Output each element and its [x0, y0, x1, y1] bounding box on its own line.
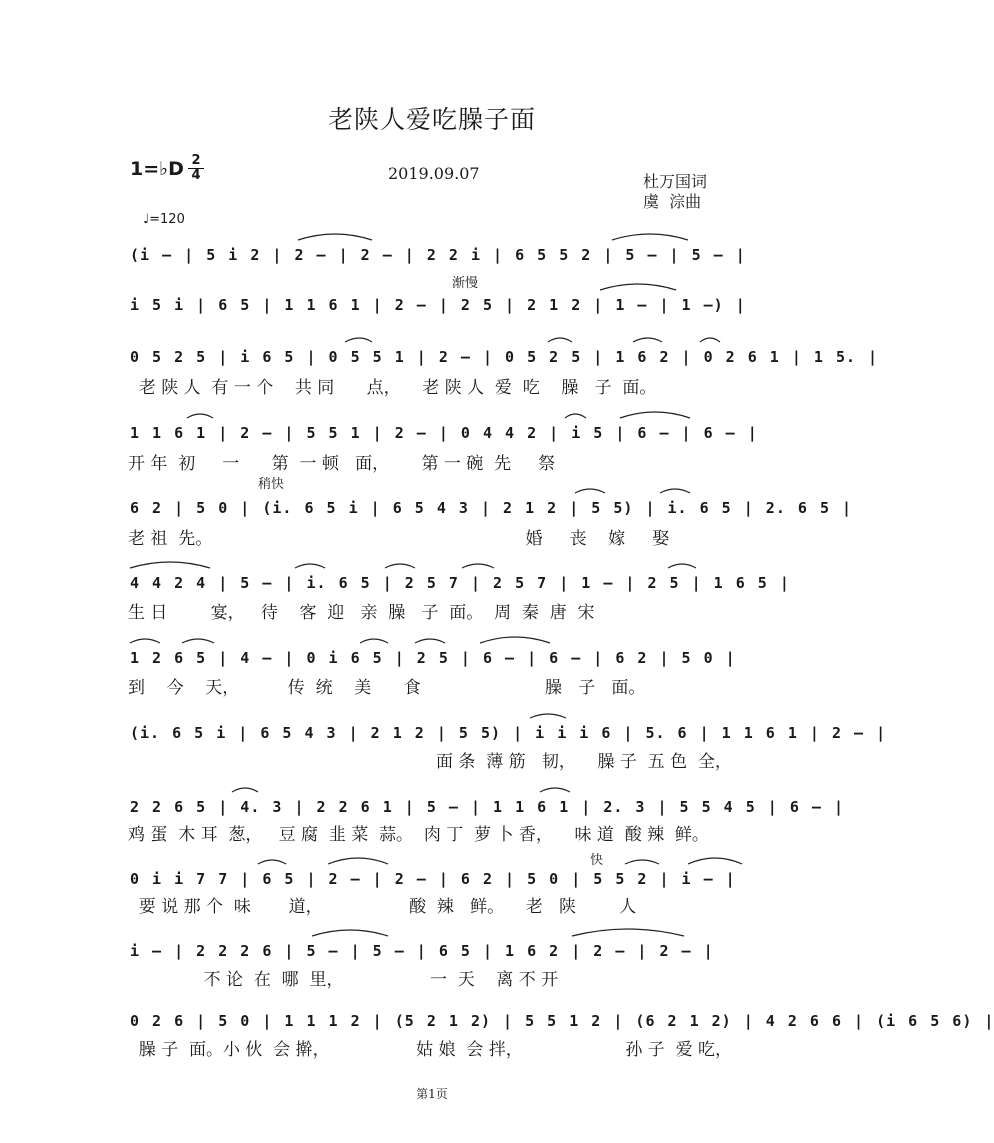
lyrics-line-12: 臊 子 面。小 伙 会 擀， 姑 娘 会 拌， 孙 子 爱 吃，	[128, 1040, 732, 1060]
notation-line-7: 1 2 6 5 | 4 – | 0 i 6 5 | 2 5 | 6 – | 6 – | 6 2 | 5 0 |	[130, 649, 736, 667]
page-number: 第1页	[416, 1087, 448, 1101]
notation-line-4: 1 1 6 1 | 2 – | 5 5 1 | 2 – | 0 4 4 2 | i 5 | 6 – | 6 – |	[130, 424, 758, 442]
slur	[345, 338, 372, 342]
slur	[530, 714, 566, 718]
time-signature-top: 2	[191, 153, 201, 168]
tie	[600, 284, 676, 290]
slur	[187, 414, 213, 418]
lyrics-line-5: 老 祖 先。 婚 丧 嫁 娶	[128, 529, 670, 549]
slur	[633, 338, 662, 342]
tie	[312, 930, 388, 936]
notation-line-8: (i. 6 5 i | 6 5 4 3 | 2 1 2 | 5 5) | i i i 6 | 5. 6 | 1 1 6 1 | 2 – |	[130, 724, 887, 742]
tempo-marking: ♩=120	[143, 212, 185, 227]
lyrics-line-9: 鸡 蛋 木 耳 葱， 豆 腐 韭 菜 蒜。 肉 丁 萝 卜 香， 味 道 酸 辣 鲜。	[128, 825, 709, 845]
lyrics-line-4: 开 年 初 一 第 一 顿 面， 第 一 碗 先 祭	[128, 454, 556, 474]
slur	[625, 860, 659, 864]
slur	[232, 788, 258, 792]
notation-line-11: i – | 2 2 2 6 | 5 – | 5 – | 6 5 | 1 6 2 | 2 – | 2 – |	[130, 942, 714, 960]
slur	[700, 338, 720, 342]
lyricist: 杜万国词	[643, 172, 708, 191]
slur	[182, 639, 214, 643]
slur	[360, 639, 388, 643]
faster-marking: 稍快	[258, 477, 285, 492]
tie	[688, 858, 742, 864]
tie	[328, 858, 388, 864]
lyrics-line-6: 生 日 宴， 待 客 迎 亲 臊 子 面。 周 秦 唐 宋	[128, 603, 595, 623]
slur	[548, 338, 572, 342]
slur	[668, 564, 696, 568]
ritardando-marking: 渐慢	[452, 276, 479, 291]
notation-line-9: 2 2 6 5 | 4. 3 | 2 2 6 1 | 5 – | 1 1 6 1 | 2. 3 | 5 5 4 5 | 6 – |	[130, 798, 844, 816]
lyrics-line-7: 到 今 天， 传 统 美 食 臊 子 面。	[128, 678, 646, 698]
tie	[572, 929, 684, 936]
key-signature: 1=♭D	[130, 158, 184, 180]
composition-date: 2019.09.07	[388, 164, 480, 183]
lyrics-line-3: 老 陕 人 有 一 个 共 同 点， 老 陕 人 爱 吃 臊 子 面。	[128, 378, 657, 398]
slur	[415, 639, 445, 643]
slur	[130, 562, 210, 568]
notation-line-5: 6 2 | 5 0 | (i. 6 5 i | 6 5 4 3 | 2 1 2 | 5 5) | i. 6 5 | 2. 6 5 |	[130, 499, 853, 517]
time-signature-bottom: 4	[191, 168, 201, 183]
lyrics-line-10: 要 说 那 个 味 道， 酸 辣 鲜。 老 陕 人	[128, 897, 637, 917]
slur	[565, 414, 586, 418]
composer: 虞 淙曲	[643, 192, 702, 211]
slur	[575, 489, 605, 493]
notation-line-12: 0 2 6 | 5 0 | 1 1 1 2 | (5 2 1 2) | 5 5 1 2 | (6 2 1 2) | 4 2 6 6 | (i 6 5 6) |	[130, 1012, 994, 1030]
slur	[295, 564, 325, 568]
slur	[385, 564, 415, 568]
lyrics-line-8: 面 条 薄 筋 韧， 臊 子 五 色 全，	[128, 752, 732, 772]
tie	[612, 234, 688, 240]
tie	[620, 412, 690, 418]
notation-line-10: 0 i i 7 7 | 6 5 | 2 – | 2 – | 6 2 | 5 0 | 5 5 2 | i – |	[130, 870, 736, 888]
notation-line-1: (i – | 5 i 2 | 2 – | 2 – | 2 2 i | 6 5 5 2 | 5 – | 5 – |	[130, 246, 746, 264]
slur	[258, 860, 286, 864]
fast-marking: 快	[590, 853, 604, 868]
notation-line-3: 0 5 2 5 | i 6 5 | 0 5 5 1 | 2 – | 0 5 2 5 | 1 6 2 | 0 2 6 1 | 1 5. |	[130, 348, 879, 366]
notation-line-6: 4 4 2 4 | 5 – | i. 6 5 | 2 5 7 | 2 5 7 | 1 – | 2 5 | 1 6 5 |	[130, 574, 790, 592]
song-title: 老陕人爱吃臊子面	[327, 105, 536, 134]
lyrics-line-11: 不 论 在 哪 里， 一 天 离 不 开	[128, 970, 559, 990]
credits	[643, 172, 707, 212]
notation-line-2: i 5 i | 6 5 | 1 1 6 1 | 2 – | 2 5 | 2 1 2 | 1 – | 1 –) |	[130, 296, 746, 314]
slur	[462, 564, 494, 568]
time-signature	[188, 155, 204, 182]
slur	[660, 489, 690, 493]
slur	[130, 639, 160, 643]
slur	[540, 788, 570, 792]
tie	[480, 637, 550, 643]
tie	[298, 234, 372, 240]
